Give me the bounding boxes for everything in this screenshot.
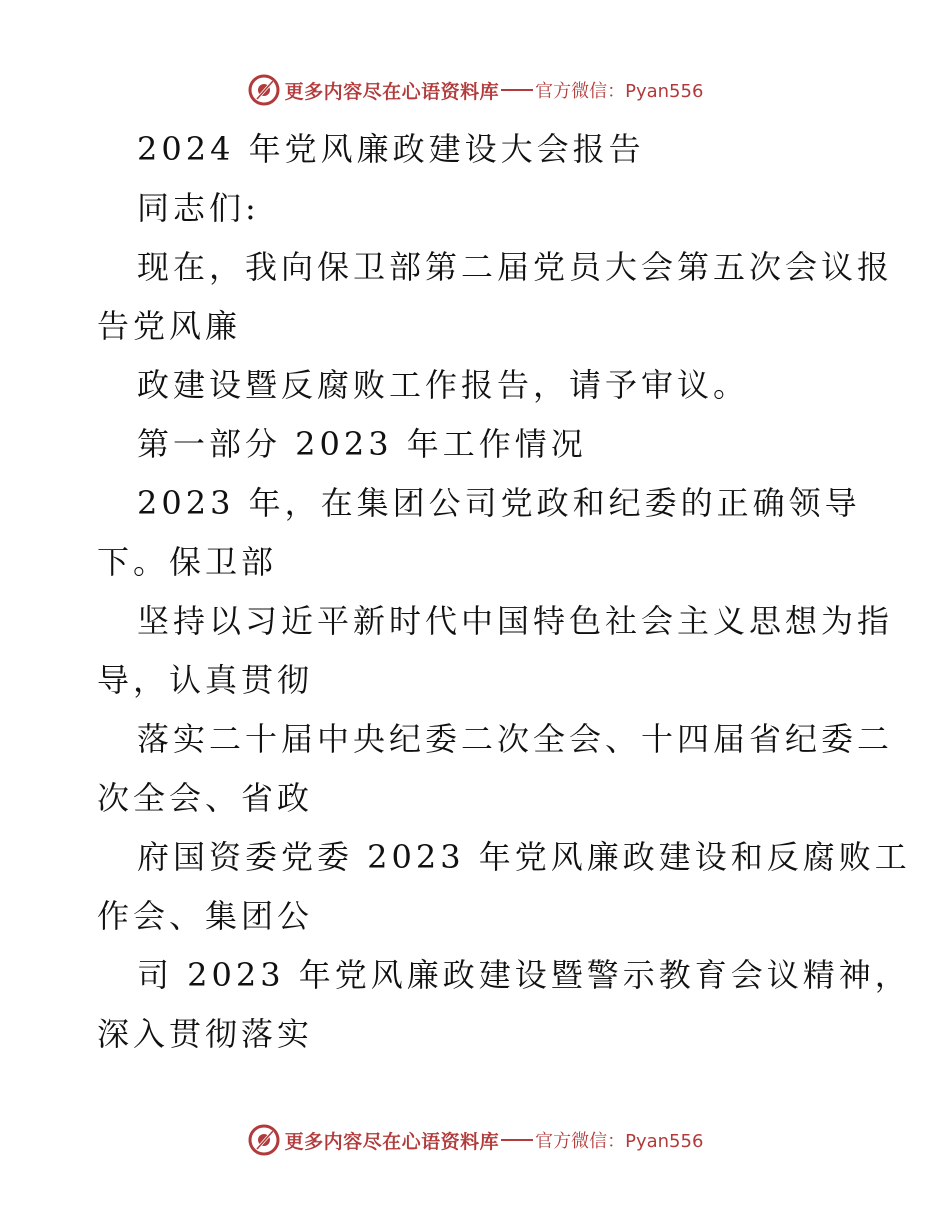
body-line: 作会、集团公 xyxy=(97,897,314,935)
body-line: 深入贯彻落实 xyxy=(97,1015,314,1053)
body-line: 下。保卫部 xyxy=(97,543,278,581)
body-line: 导，认真贯彻 xyxy=(97,661,314,699)
salutation: 同志们: xyxy=(137,189,260,227)
section-heading: 第一部分 2023 年工作情况 xyxy=(137,425,587,463)
watermark-site-text: 更多内容尽在心语资料库 xyxy=(284,80,500,103)
body-line: 司 2023 年党风廉政建设暨警示教育会议精神， xyxy=(137,956,911,994)
body-line: 落实二十届中央纪委二次全会、十四届省纪委二 xyxy=(137,720,894,758)
header-watermark xyxy=(0,70,950,110)
watermark-contact-text: 官方微信：Pyan556 xyxy=(535,1131,704,1152)
watermark-dash xyxy=(501,89,533,91)
body-line: 政建设暨反腐败工作报告，请予审议。 xyxy=(137,366,750,404)
watermark-dash xyxy=(501,1139,533,1141)
watermark-contact-text: 官方微信：Pyan556 xyxy=(535,81,704,102)
body-line: 告党风廉 xyxy=(97,307,242,345)
brand-logo-icon xyxy=(247,73,281,107)
body-line: 坚持以习近平新时代中国特色社会主义思想为指 xyxy=(137,602,894,640)
body-line: 府国资委党委 2023 年党风廉政建设和反腐败工 xyxy=(137,838,911,876)
body-line: 次全会、省政 xyxy=(97,779,314,817)
body-line: 现在，我向保卫部第二届党员大会第五次会议报 xyxy=(137,248,894,286)
brand-logo-icon xyxy=(247,1123,281,1157)
footer-watermark xyxy=(0,1120,950,1160)
watermark-site-text: 更多内容尽在心语资料库 xyxy=(284,1130,500,1153)
document-title: 2024 年党风廉政建设大会报告 xyxy=(137,130,645,168)
document-body xyxy=(97,120,911,1064)
body-line: 2023 年，在集团公司党政和纪委的正确领导 xyxy=(137,484,861,522)
